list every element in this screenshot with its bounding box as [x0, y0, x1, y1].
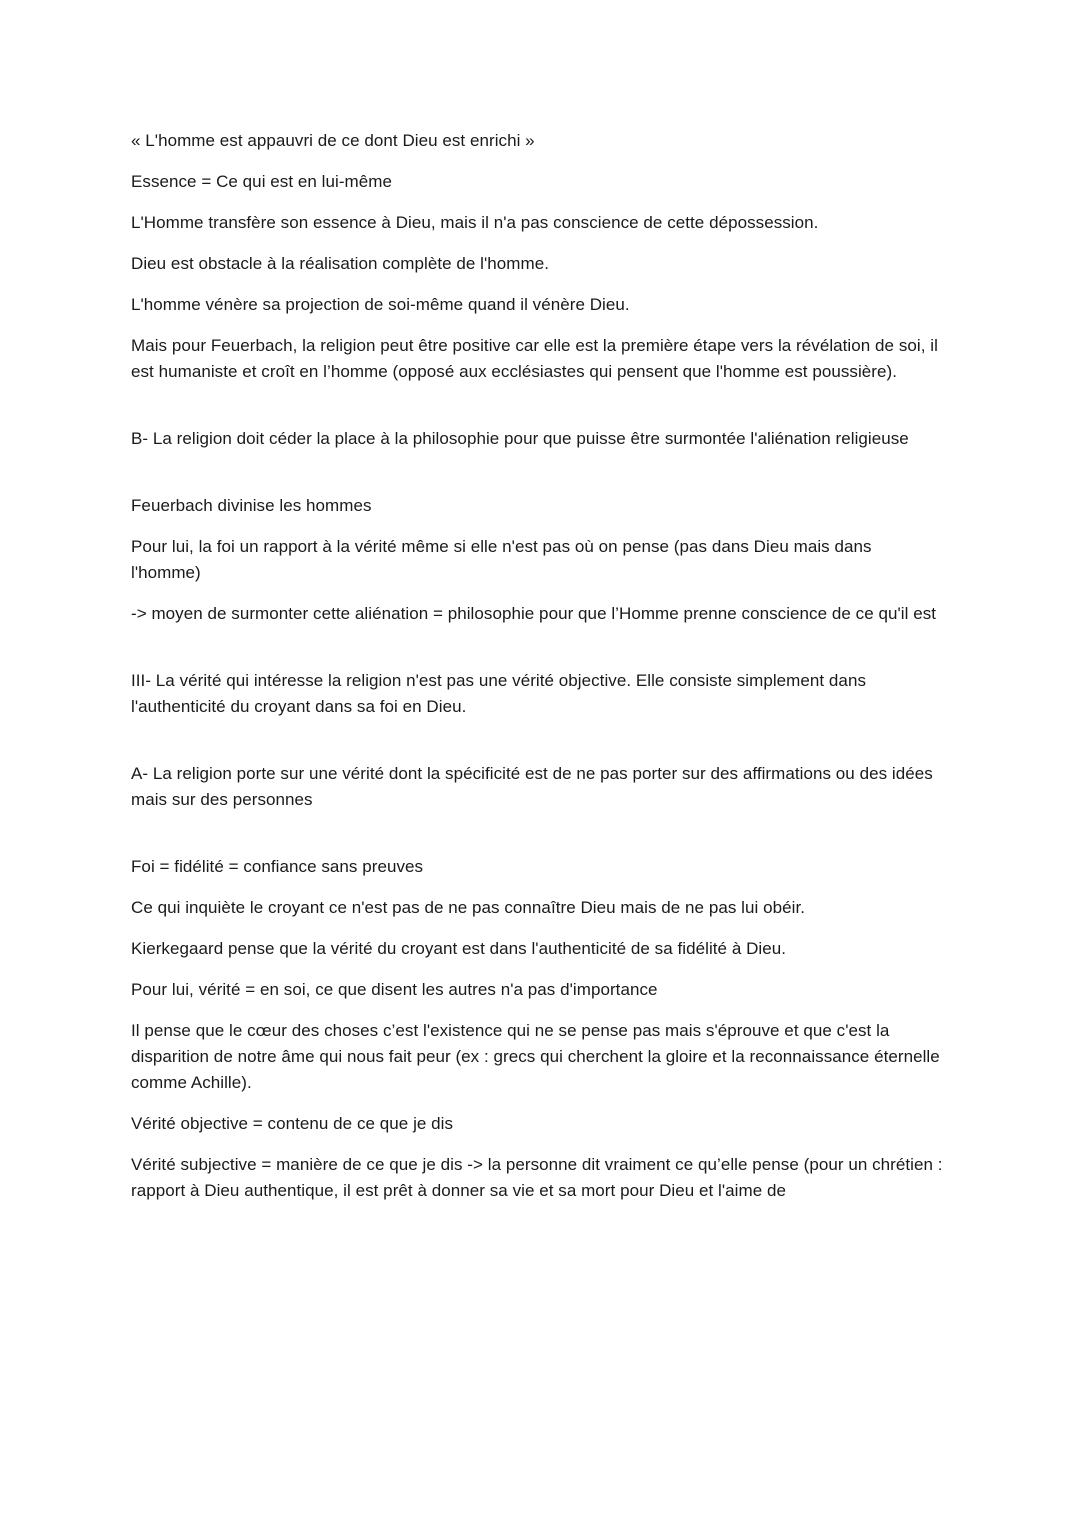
definition-verite-objective: Vérité objective = contenu de ce que je dis — [131, 1114, 454, 1133]
section-heading-b: B- La religion doit céder la place à la philosophie pour que puisse être surmontée l'aliénation religieuse — [131, 429, 909, 448]
paragraph: Dieu est obstacle à la réalisation complète de l'homme. — [131, 254, 549, 273]
paragraph: L'Homme transfère son essence à Dieu, mais il n'a pas conscience de cette dépossession. — [131, 213, 819, 232]
paragraph: Mais pour Feuerbach, la religion peut être positive car elle est la première étape vers la révélation de soi, il est humaniste et croît en l’homme (opposé aux ecclésiastes qui pensent que l'homme est poussière). — [131, 336, 938, 381]
paragraph: Ce qui inquiète le croyant ce n'est pas de ne pas connaître Dieu mais de ne pas lui obéir. — [131, 898, 805, 917]
paragraph: Pour lui, vérité = en soi, ce que disent les autres n'a pas d'importance — [131, 980, 658, 999]
paragraph: Feuerbach divinise les hommes — [131, 496, 372, 515]
paragraph: Kierkegaard pense que la vérité du croyant est dans l'authenticité de sa fidélité à Dieu. — [131, 939, 787, 958]
section-heading-a: A- La religion porte sur une vérité dont la spécificité est de ne pas porter sur des affirmations ou des idées mais sur des personnes — [131, 764, 933, 809]
paragraph: -> moyen de surmonter cette aliénation = philosophie pour que l’Homme prenne conscience de ce qu'il est — [131, 604, 937, 623]
quote-line: « L'homme est appauvri de ce dont Dieu est enrichi » — [131, 131, 535, 150]
definition-foi: Foi = fidélité = confiance sans preuves — [131, 857, 424, 876]
definition-verite-subjective: Vérité subjective = manière de ce que je dis -> la personne dit vraiment ce qu’elle pense (pour un chrétien : rapport à Dieu authentique, il est prêt à donner sa vie et sa mort pour Dieu et l'aime de — [131, 1155, 943, 1200]
document-page — [131, 128, 946, 1219]
paragraph: Il pense que le cœur des choses c’est l'existence qui ne se pense pas mais s'éprouve et que c'est la disparition de notre âme qui nous fait peur (ex : grecs qui cherchent la gloire et la reconnaissance éternelle comme Achille). — [131, 1021, 940, 1092]
definition-essence: Essence = Ce qui est en lui-même — [131, 172, 392, 191]
section-heading-iii: III- La vérité qui intéresse la religion n'est pas une vérité objective. Elle consiste simplement dans l'authenticité du croyant dans sa foi en Dieu. — [131, 671, 866, 716]
paragraph: Pour lui, la foi un rapport à la vérité même si elle n'est pas où on pense (pas dans Dieu mais dans l'homme) — [131, 537, 872, 582]
paragraph: L'homme vénère sa projection de soi-même quand il vénère Dieu. — [131, 295, 630, 314]
